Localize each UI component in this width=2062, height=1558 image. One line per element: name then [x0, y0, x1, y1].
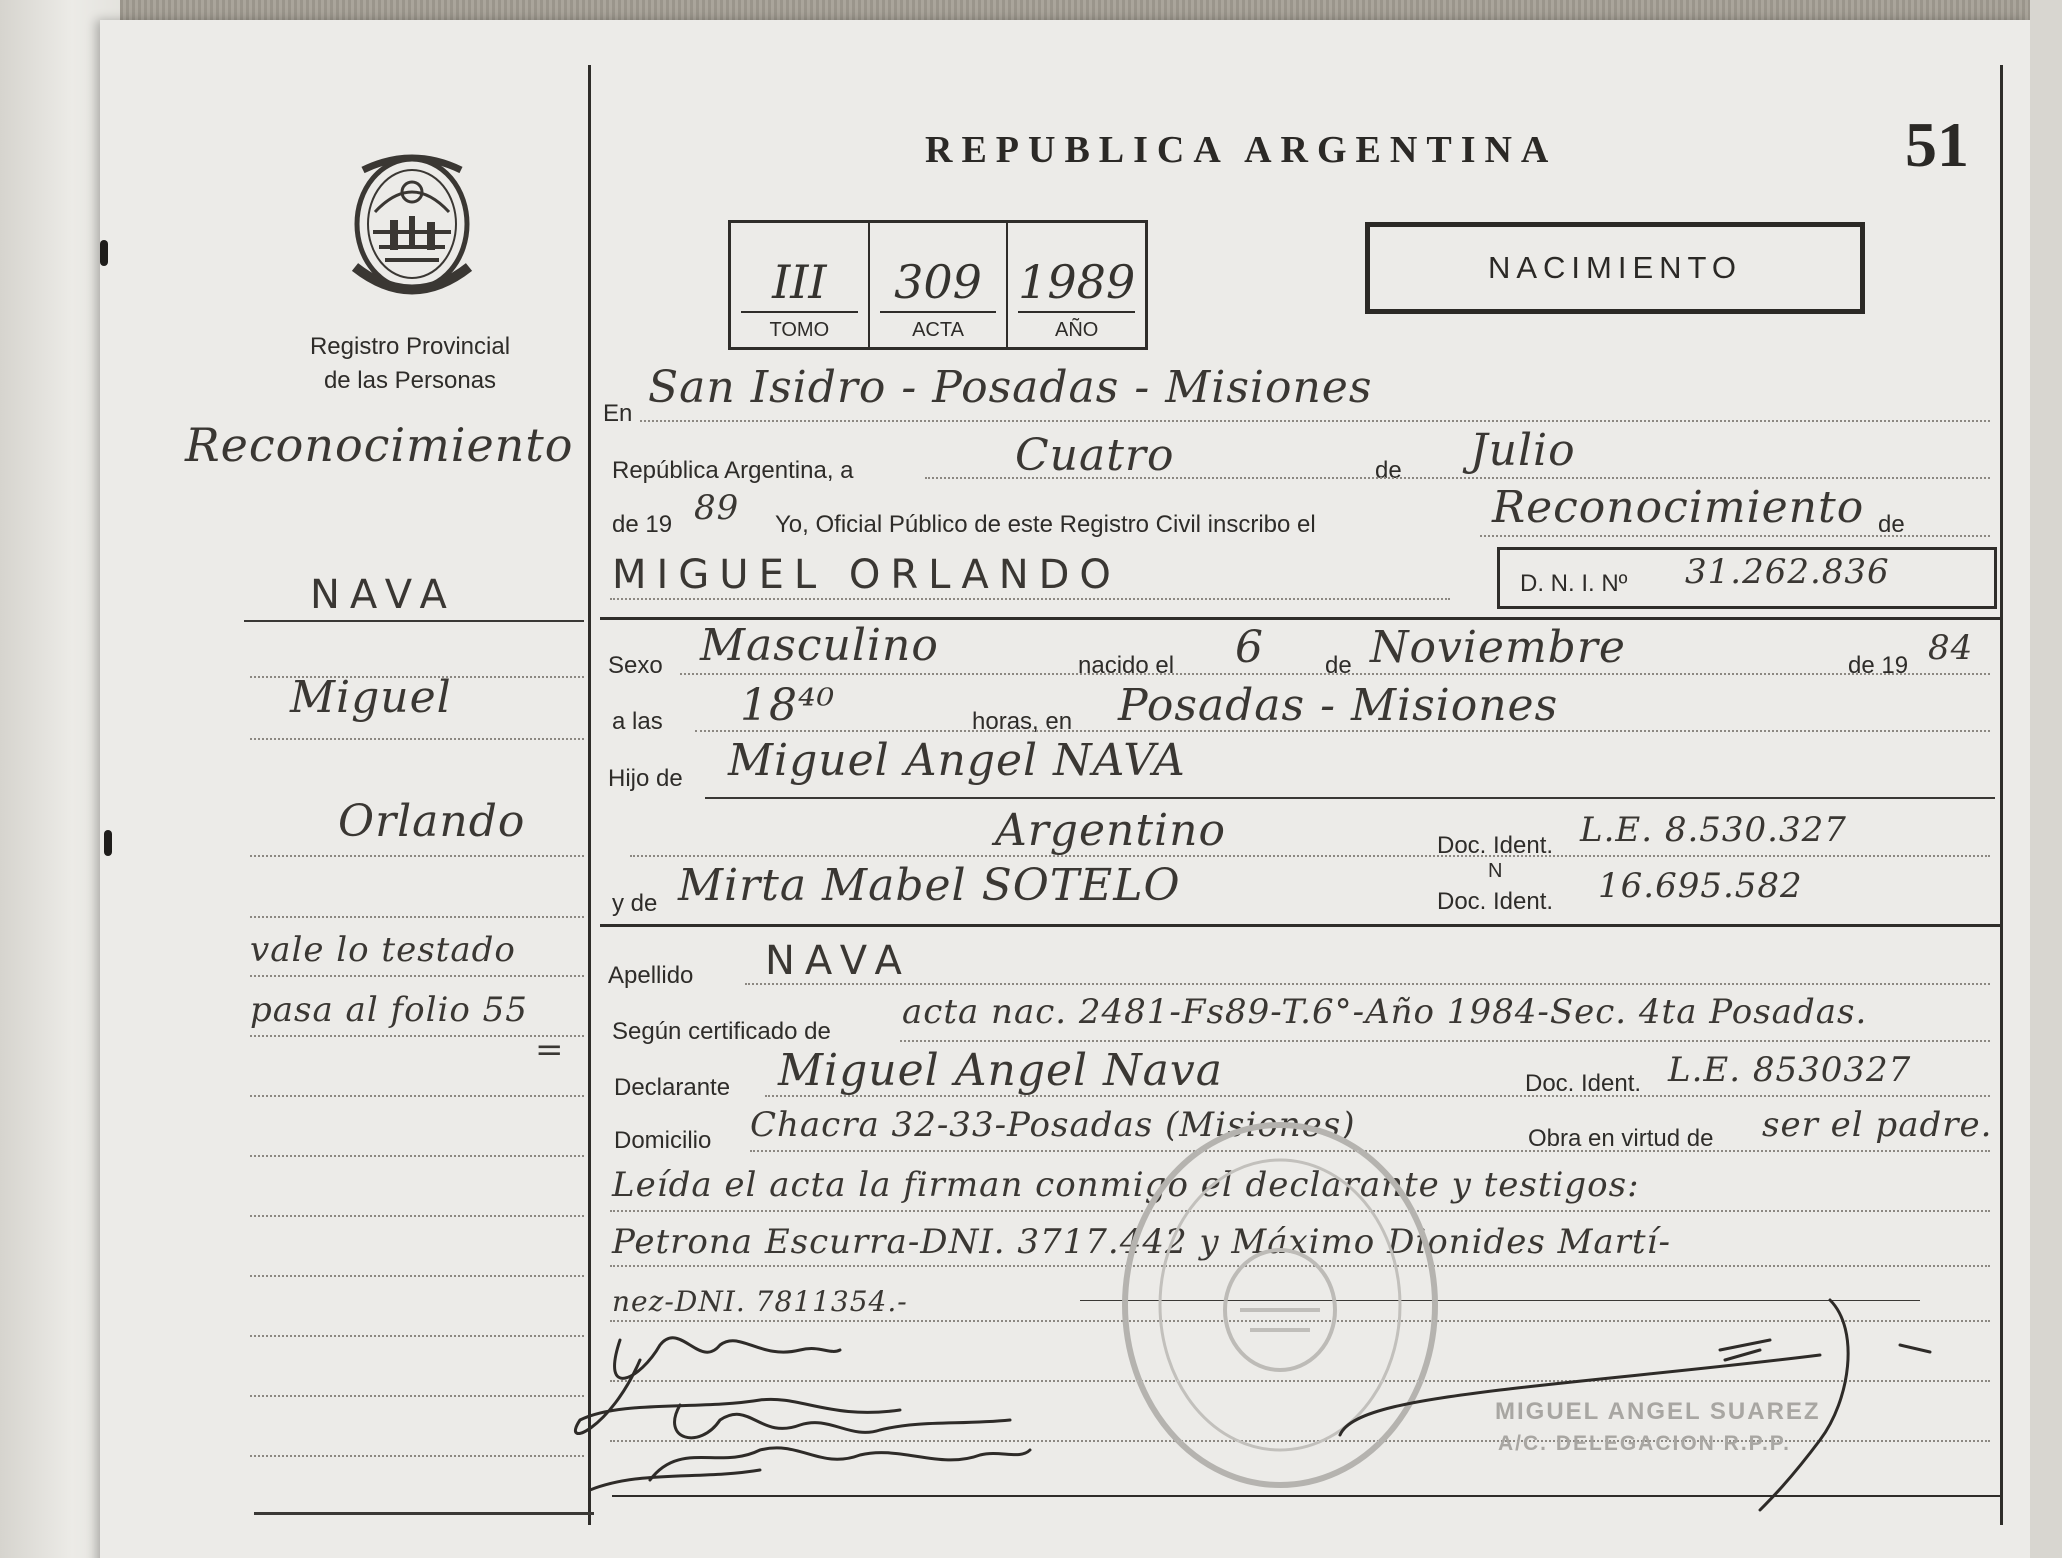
obra-label: Obra en virtud de	[1528, 1125, 1714, 1152]
horas-label: horas, en	[972, 708, 1073, 735]
year-suffix: 89	[694, 488, 740, 528]
place-value: San Isidro - Posadas - Misiones	[648, 362, 1373, 413]
acta-value: 309	[894, 255, 982, 309]
act-type-value: Reconocimiento	[1492, 482, 1865, 533]
tomo-value: III	[772, 255, 827, 309]
record-type-box: NACIMIENTO	[1365, 222, 1865, 314]
nacido-label: nacido el	[1078, 652, 1175, 679]
ano-label: AÑO	[1055, 319, 1099, 341]
dni-label: D. N. I. Nº	[1520, 570, 1628, 597]
official-title-stamp: A/C. DELEGACION R.P.P.	[1498, 1432, 1791, 1455]
mother-name-value: Mirta Mabel SOTELO	[678, 860, 1181, 911]
page-number: 51	[1905, 109, 1969, 180]
father-doc-value: L.E. 8.530.327	[1580, 810, 1847, 850]
dni-value: 31.262.836	[1685, 552, 1890, 592]
sexo-value: Masculino	[700, 620, 939, 671]
birth-time-value: 18⁴⁰	[740, 680, 836, 731]
declarante-label: Declarante	[614, 1074, 731, 1101]
mother-doc-value: 16.695.582	[1598, 866, 1803, 906]
doc-ident-label-2: Doc. Ident.	[1437, 888, 1554, 915]
sexo-label: Sexo	[608, 652, 663, 679]
country-title: REPUBLICA ARGENTINA	[925, 129, 1558, 171]
mother-doc-prefix: N	[1488, 860, 1503, 882]
apellido-label: Apellido	[608, 962, 694, 989]
de-after-act-label: de	[1878, 511, 1905, 538]
margin-note3: =	[535, 1030, 565, 1070]
domicilio-label: Domicilio	[614, 1127, 712, 1154]
apellido-value: NAVA	[765, 938, 912, 984]
margin-surname: NAVA	[310, 572, 457, 618]
child-name-value: MIGUEL ORLANDO	[612, 552, 1121, 598]
doc-ident-label-3: Doc. Ident.	[1525, 1070, 1642, 1097]
yde-label: y de	[612, 890, 658, 917]
republica-label: República Argentina, a	[612, 457, 854, 484]
father-name-value: Miguel Angel NAVA	[728, 735, 1186, 786]
margin-note1: vale lo testado	[250, 930, 516, 970]
body-line-3: nez-DNI. 7811354.-	[612, 1285, 908, 1318]
margin-name2: Orlando	[338, 796, 526, 847]
official-name-stamp: MIGUEL ANGEL SUAREZ	[1495, 1398, 1821, 1425]
father-nationality-value: Argentino	[995, 805, 1226, 856]
de-label: de	[1375, 457, 1402, 484]
tomo-label: TOMO	[769, 319, 830, 341]
margin-name1: Miguel	[290, 672, 452, 723]
de-label-2: de	[1325, 652, 1352, 679]
domicilio-value: Chacra 32-33-Posadas (Misiones)	[750, 1105, 1356, 1145]
birth-month-value: Noviembre	[1370, 622, 1626, 673]
doc-ident-label: Doc. Ident.	[1437, 832, 1554, 859]
acta-label: ACTA	[912, 319, 964, 341]
alas-label: a las	[612, 708, 663, 735]
de19-label: de 19	[612, 511, 673, 538]
yo-label: Yo, Oficial Público de este Registro Civil inscribo el	[775, 511, 1316, 538]
day-value: Cuatro	[1015, 430, 1175, 481]
de19-label-2: de 19	[1848, 652, 1909, 679]
declarante-value: Miguel Angel Nava	[778, 1045, 1223, 1096]
ano-value: 1989	[1018, 255, 1136, 309]
obra-value: ser el padre.	[1762, 1105, 1993, 1145]
margin-note2: pasa al folio 55	[250, 990, 528, 1030]
birth-year-suffix: 84	[1928, 628, 1974, 668]
registry-line1: Registro Provincial	[309, 333, 511, 360]
birth-place-value: Posadas - Misiones	[1118, 680, 1559, 731]
hijo-label: Hijo de	[608, 765, 683, 792]
segun-label: Según certificado de	[612, 1018, 831, 1045]
birth-day-value: 6	[1235, 622, 1264, 673]
en-label: En	[603, 400, 633, 427]
body-line-1: Leída el acta la firman conmigo el declarante y testigos:	[612, 1165, 1640, 1205]
margin-type: Reconocimiento	[185, 418, 574, 472]
body-line-2: Petrona Escurra-DNI. 3717.442 y Máximo Dionides Martí-	[612, 1222, 1671, 1262]
month-value: Julio	[1470, 425, 1576, 476]
registry-line2: de las Personas	[323, 367, 497, 394]
certificado-value: acta nac. 2481-Fs89-T.6°-Año 1984-Sec. 4ta Posadas.	[902, 992, 1868, 1032]
declarante-doc-value: L.E. 8530327	[1668, 1050, 1912, 1090]
